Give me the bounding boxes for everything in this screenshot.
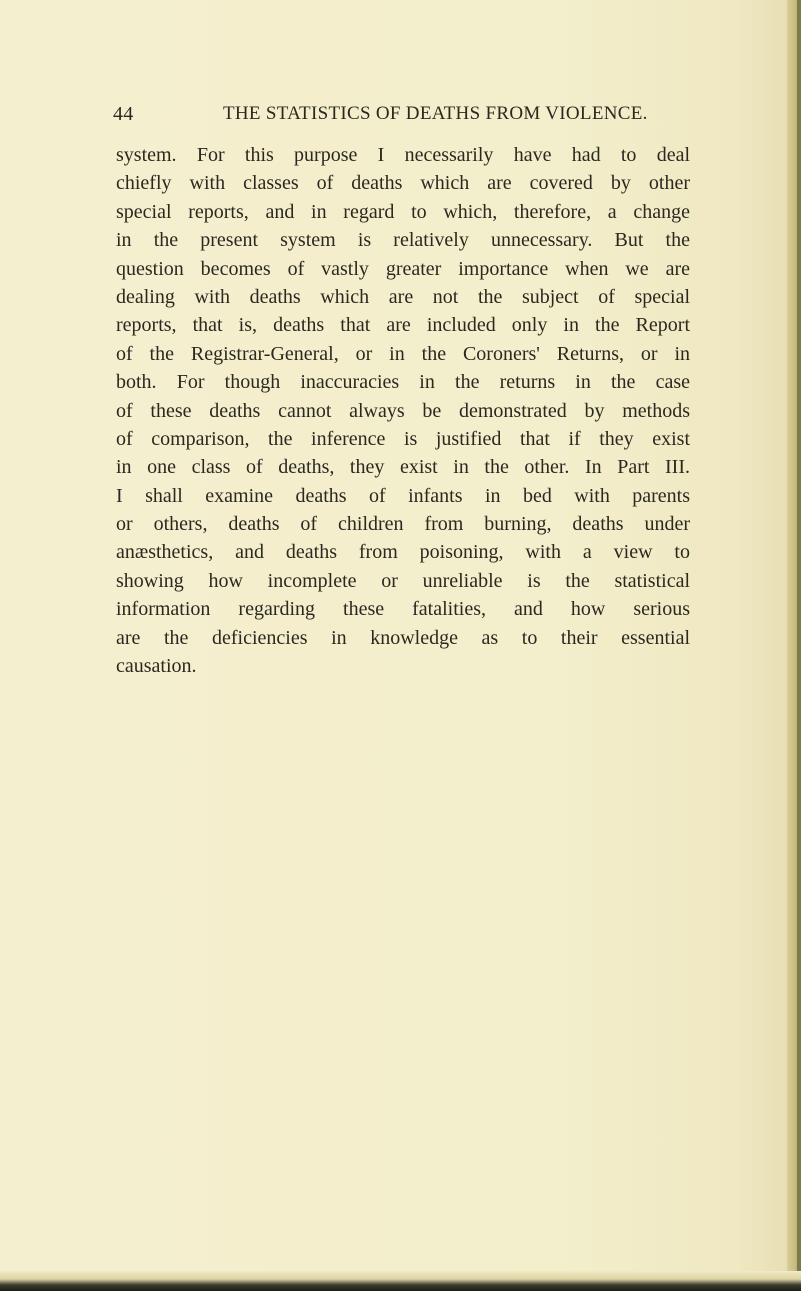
page-bottom-edge [0,1271,801,1291]
text-line: information regarding these fatalities, and how serious [116,598,690,621]
text-line: showing how incomplete or unreliable is the statistical [116,569,690,592]
text-line: reports, that is, deaths that are included only in the Report [116,314,690,337]
text-line: of comparison, the inference is justified that if they exist [116,427,690,450]
text-line: special reports, and in regard to which, therefore, a change [116,200,690,223]
text-line: anæsthetics, and deaths from poisoning, with a view to [116,541,690,564]
text-line: question becomes of vastly greater importance when we are [116,257,690,280]
text-line: both. For though inaccuracies in the returns in the case [116,371,690,394]
text-line: or others, deaths of children from burning, deaths under [116,513,690,536]
running-title: THE STATISTICS OF DEATHS FROM VIOLENCE. [223,103,648,124]
text-line: in the present system is relatively unnecessary. But the [116,229,690,252]
text-line: of these deaths cannot always be demonstrated by methods [116,399,690,422]
text-line: are the deficiencies in knowledge as to their essential [116,626,690,649]
text-line: chiefly with classes of deaths which are covered by other [116,172,690,195]
body-paragraph [116,141,690,680]
page-number: 44 [113,103,134,125]
text-line: I shall examine deaths of infants in bed with parents [116,484,690,507]
text-line: dealing with deaths which are not the subject of special [116,285,690,308]
text-line: system. For this purpose I necessarily have had to deal [116,144,690,166]
running-head [113,103,713,129]
text-line: in one class of deaths, they exist in the other. In Part III. [116,456,690,479]
text-line: causation. [116,655,197,678]
text-line: of the Registrar-General, or in the Coroners' Returns, or in [116,342,690,365]
binding-shadow [797,0,801,1291]
